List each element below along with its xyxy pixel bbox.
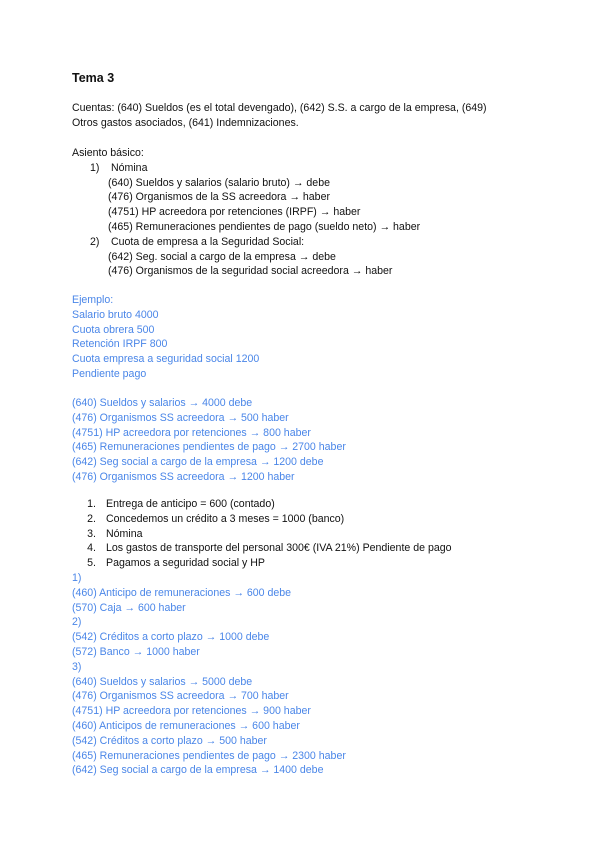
solucion-line: 2) (72, 616, 82, 629)
enunciado-text: Entrega de anticipo = 600 (contado) (106, 498, 275, 510)
cuentas-line: Cuentas: (640) Sueldos (es el total devengado), (642) S.S. a cargo de la empresa, (649) (72, 102, 487, 114)
asiento-item-line: (640) Sueldos y salarios (salario bruto) → debe (108, 176, 330, 189)
asiento-item-line: (476) Organismos de la seguridad social acreedora → haber (108, 265, 393, 278)
solucion-line: (4751) HP acreedora por retenciones → 900 haber (72, 705, 311, 718)
ejemplo-line: Pendiente pago (72, 367, 147, 380)
asiento-item-line: (642) Seg. social a cargo de la empresa → debe (108, 250, 336, 263)
asiento-basico-section (72, 146, 542, 279)
asiento-item-line: (476) Organismos de la SS acreedora → haber (108, 191, 330, 204)
enunciado-item (72, 527, 572, 542)
asiento-ejemplo-line: (465) Remuneraciones pendientes de pago → 2700 haber (72, 441, 346, 454)
enunciado-number: 2. (87, 512, 96, 525)
solucion-line: (460) Anticipos de remuneraciones → 600 haber (72, 719, 300, 732)
asiento-item-label: Cuota de empresa a la Seguridad Social: (110, 235, 305, 248)
asiento-ejemplo-line: (476) Organismos SS acreedora → 500 haber (72, 411, 289, 424)
asiento-item-1 (72, 161, 542, 176)
enunciado-text: Concedemos un crédito a 3 meses = 1000 (banco) (106, 512, 345, 525)
enunciado-number: 1. (87, 498, 96, 510)
enunciado-number: 4. (87, 542, 96, 555)
asiento-ejemplo-line: (476) Organismos SS acreedora → 1200 haber (72, 470, 295, 483)
asiento-item-2 (72, 235, 542, 250)
enunciado-list (72, 497, 572, 571)
enunciado-text: Los gastos de transporte del personal 300€ (IVA 21%) Pendiente de pago (106, 542, 452, 555)
solucion-line: (476) Organismos SS acreedora → 700 haber (72, 690, 289, 703)
solucion-line: (460) Anticipo de remuneraciones → 600 debe (72, 586, 292, 599)
enunciado-item (72, 541, 572, 556)
solucion-line: 1) (72, 572, 82, 584)
solucion-line: (465) Remuneraciones pendientes de pago → 2300 haber (72, 749, 346, 762)
solucion-line: (542) Créditos a corto plazo → 1000 debe (72, 631, 270, 644)
solucion-line: (642) Seg social a cargo de la empresa → 1400 debe (72, 764, 324, 777)
asiento-heading: Asiento básico: (72, 147, 144, 159)
enunciado-number: 5. (87, 557, 96, 570)
asiento-item-number: 1) (90, 161, 100, 174)
asiento-item-label: Nómina (110, 161, 148, 174)
enunciado-item (72, 512, 572, 527)
asiento-ejemplo-line: (640) Sueldos y salarios → 4000 debe (72, 397, 253, 409)
cuentas-paragraph (72, 101, 542, 131)
enunciado-item (72, 556, 572, 571)
enunciado-number: 3. (87, 527, 96, 540)
solucion-line: 3) (72, 660, 82, 673)
soluciones-section (72, 571, 542, 778)
ejemplo-line: Retención IRPF 800 (72, 338, 168, 351)
enunciado-text: Pagamos a seguridad social y HP (106, 557, 265, 570)
ejemplo-line: Ejemplo: (72, 294, 114, 306)
asiento-ejemplo-line: (642) Seg social a cargo de la empresa → 1200 debe (72, 456, 324, 469)
solucion-line: (640) Sueldos y salarios → 5000 debe (72, 675, 253, 688)
ejemplo-line: Cuota empresa a seguridad social 1200 (72, 353, 260, 366)
asiento-item-line: (4751) HP acreedora por retenciones (IRPF) → haber (108, 206, 361, 219)
enunciado-item (72, 497, 572, 512)
ejemplo-line: Cuota obrera 500 (72, 323, 155, 336)
solucion-line: (572) Banco → 1000 haber (72, 645, 200, 658)
enunciado-text: Nómina (106, 527, 143, 540)
asiento-ejemplo-line: (4751) HP acreedora por retenciones → 800 haber (72, 426, 311, 439)
solucion-line: (570) Caja → 600 haber (72, 601, 186, 614)
asiento-item-number: 2) (90, 235, 100, 248)
solucion-line: (542) Créditos a corto plazo → 500 haber (72, 734, 267, 747)
asientos-ejemplo-section (72, 396, 542, 485)
ejemplo-section (72, 293, 542, 382)
page-title: Tema 3 (72, 71, 115, 85)
asiento-item-line: (465) Remuneraciones pendientes de pago (sueldo neto) → haber (108, 220, 421, 233)
cuentas-line: Otros gastos asociados, (641) Indemnizaciones. (72, 116, 299, 129)
ejemplo-line: Salario bruto 4000 (72, 308, 159, 321)
